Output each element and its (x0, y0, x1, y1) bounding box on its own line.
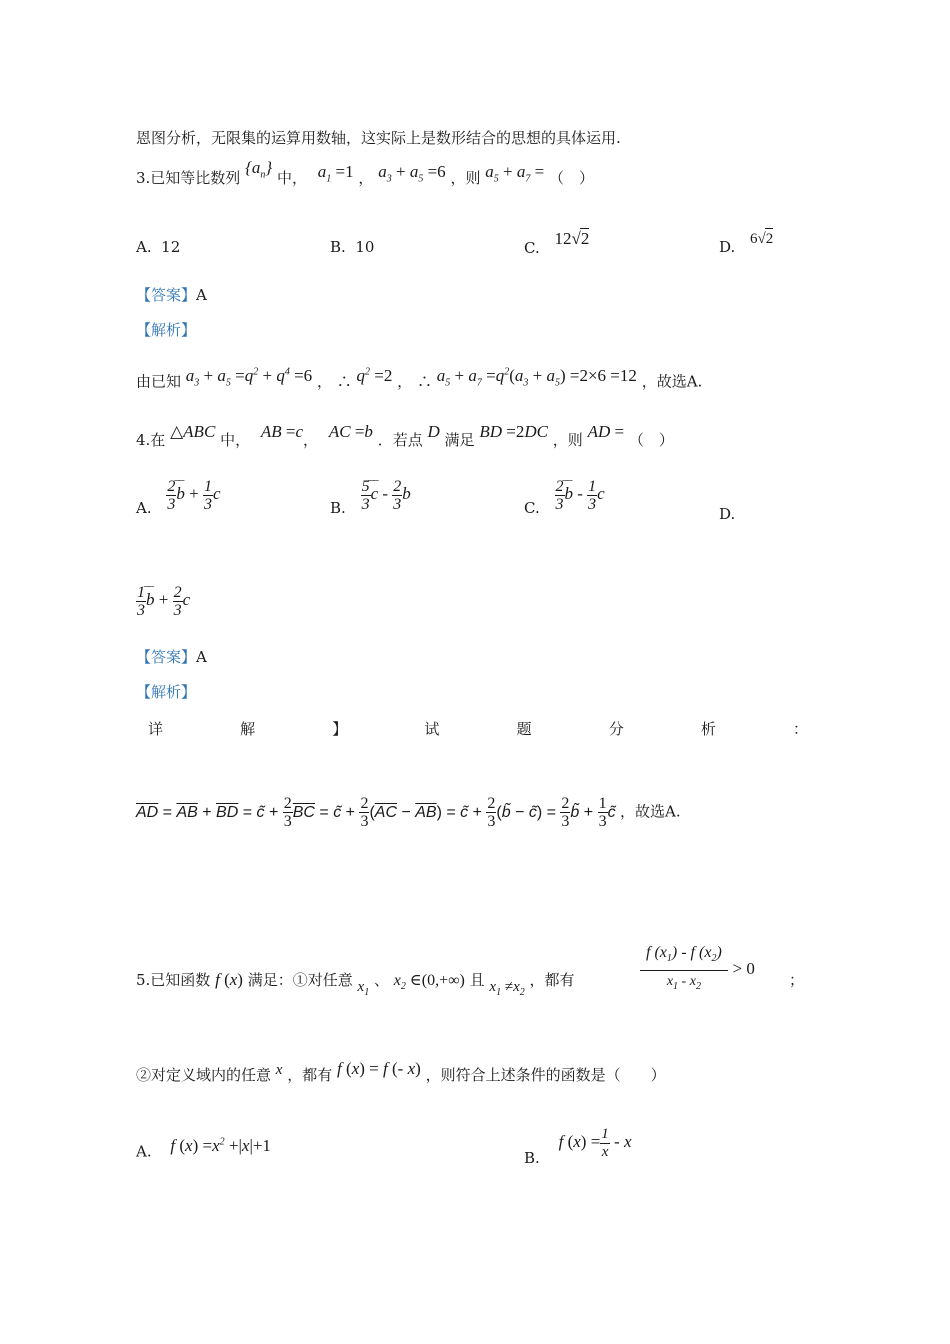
q4-option-a-label: A. (136, 499, 152, 518)
q4-option-b-label: B. (330, 499, 346, 518)
q5-x1: $x_1$ (357, 979, 370, 998)
q4-mid2: ．若点 (377, 431, 423, 449)
q4-point-d: D (427, 422, 440, 441)
q5-option-b-label: B. (524, 1149, 540, 1168)
q5-sep: 、 (374, 971, 390, 989)
detail-char: 解 (240, 720, 256, 738)
q3-option-d-label: D. (719, 238, 736, 256)
question-5 (136, 970, 575, 997)
q4-answer (136, 647, 207, 667)
q4-sol-end: ，故选A. (620, 802, 681, 821)
q5-semi: ； (789, 971, 805, 989)
q4-ac: AC =b (328, 422, 373, 441)
q5-lead: 5.已知函数 (136, 971, 211, 989)
q4-lead: 4.在 (136, 431, 166, 449)
q3-sol-eq1: $a_3 + a_5 =q^2 + q^4 =6$ (185, 365, 313, 389)
q3-sequence: $\{a_n\}$ (245, 158, 273, 181)
q4-ask: AD = (587, 422, 625, 441)
question-3 (136, 158, 594, 195)
q3-therefore-2: ∴ (416, 372, 432, 391)
q5-option-a (136, 1135, 271, 1162)
q4-analysis-tag (136, 682, 196, 702)
q3-option-c (524, 229, 590, 258)
question-4: 4.在 △ABC 中， AB =c， AC =b ．若点 D 满足 BD =2DC ，则 AD = （ ） (136, 422, 674, 449)
q4-option-c-label: C. (524, 499, 540, 518)
q3-therefore-1: ∴ (336, 372, 352, 391)
q5-even-eq: f (x) = f (- x) (337, 1059, 421, 1078)
q3-solution: 由已知 $a_3 + a_5 =q^2 + q^4 =6$ ， ∴ $q^2 =2$ ， ∴ $a_5 + a_7 =q^2(a_3 + a_5) =2\times 6 =12$ ，故选A. (136, 365, 703, 391)
q5-gt-zero: > 0 (732, 959, 755, 978)
q4-triangle: △ABC (170, 422, 216, 441)
q4-option-b (330, 478, 411, 518)
q3-option-b (330, 237, 374, 257)
q5-cond2c: ，则符合上述条件的函数是（ ） (425, 1066, 666, 1084)
q5-condition-2 (136, 1059, 666, 1086)
q3-answer-tag: 【答案】 (136, 286, 197, 304)
q4-option-d-formula: $\frac{1}{3}$ –– b + $\frac{2}{3}$ c (136, 590, 190, 609)
detail-char: 分 (608, 720, 624, 738)
q4-answer-tag: 【答案】 (136, 648, 197, 666)
q5-option-a-expr: f $(x) =x^2 +|x|+1$ (170, 1135, 271, 1155)
q4-option-d-label: D. (719, 505, 736, 523)
q4-mid: 中， (220, 431, 251, 449)
q3-sol-end: ，故选A. (641, 372, 703, 391)
q4-detail-heading (148, 718, 808, 739)
q3-cond-a1: $a_1 =1$ (317, 162, 354, 185)
q3-ask: $a_5 + a_7$ = (485, 162, 545, 185)
q5-cond2a: ②对定义域内的任意 (136, 1066, 272, 1084)
q4-solution-formula: $\overline{AD} = \overline{AB} + \overline{BD}$ = c̃ + $\frac{2}{3}$ $\overline{BC}$ = c̃ + $\frac{2}{3}$ $(\overline{AC} - \overline{AB})$ = c̃ + $\frac{2}{3}$ (b̃ − c̃) = $\frac{2}{3}$ b̃ + $\frac{1}{3}$ c̃ (136, 795, 616, 830)
q5-var-x: x (275, 1062, 283, 1078)
q5-cond2b: ，都有 (287, 1066, 333, 1084)
intro-text: 恩图分析，无限集的运算用数轴，这实际上是数形结合的思想的具体运用. (136, 129, 621, 147)
q3-option-b-value: 10 (355, 238, 375, 256)
q5-semicolon (789, 970, 804, 990)
detail-char: 题 (516, 720, 532, 738)
q5-option-b (524, 1126, 632, 1173)
q5-and: 且 (469, 971, 485, 989)
q4-answer-value: A (196, 648, 207, 666)
q3-option-a-label: A. (136, 238, 152, 256)
q4-option-a (136, 478, 221, 518)
q3-option-c-value: 12√2 (554, 229, 590, 248)
q3-paren: （ ） (548, 169, 594, 187)
q3-option-a-value: 12 (161, 238, 181, 256)
q3-option-d (719, 231, 774, 258)
q4-option-b-expr: $\frac{5}{3}$ –– c - $\frac{2}{3}$ b (361, 484, 411, 503)
q5-option-b-expr: f (x) = $\frac{1}{x}$ - x (558, 1126, 632, 1160)
q4-mid3: 满足 (444, 431, 475, 449)
q4-solution (136, 795, 681, 830)
q3-option-b-label: B. (330, 238, 346, 256)
q3-option-d-value: 6√2 (750, 231, 773, 247)
detail-char: 试 (424, 720, 440, 738)
q3-option-a (136, 237, 180, 257)
q3-tail: ，则 (450, 169, 481, 187)
q4-option-c-expr: $\frac{2}{3}$ –– b - $\frac{1}{3}$ c (555, 484, 605, 503)
q4-analysis-label: 【解析】 (136, 683, 197, 701)
detail-char: 】 (332, 720, 348, 738)
detail-char: ： (792, 720, 808, 738)
q4-option-d (719, 504, 735, 524)
q5-x2-domain: $x_2$ ∈(0,+∞) (393, 972, 465, 993)
q3-lead: 3.已知等比数列 (136, 169, 241, 187)
q4-tail: ，则 (552, 431, 583, 449)
q4-paren: （ ） (628, 431, 674, 449)
q3-sol-eq2: $q^2 =2$ (356, 365, 393, 385)
q5-option-a-label: A. (136, 1142, 152, 1161)
q3-option-c-label: C. (524, 239, 540, 257)
q4-option-a-expr: $\frac{2}{3}$ –– b + $\frac{1}{3}$ c (166, 484, 220, 503)
q5-cond1: 满足：①对任意 (247, 971, 353, 989)
detail-char: 详 (148, 720, 164, 738)
q3-sol-lead: 由已知 (136, 372, 182, 391)
q3-answer (136, 285, 207, 305)
detail-char: 析 (700, 720, 716, 738)
q5-fx: f (x) (215, 970, 243, 989)
q5-x1-neq-x2: $x_1 \ne x_2$ (489, 979, 525, 998)
q3-answer-value: A (196, 286, 207, 304)
q5-difference-quotient: $\frac{f (x_1) - f (x_2)}{x_1 - x_2}$ (640, 942, 728, 998)
q3-mid: 中， (277, 169, 308, 187)
q4-option-d-expr (136, 584, 190, 619)
q4-ab: AB =c (260, 422, 304, 441)
q3-cond-a3a5: $a_3 + a_5 =6$ (378, 162, 446, 185)
q4-bd: BD =2DC (479, 422, 548, 441)
q3-sep: ， (358, 169, 374, 187)
q3-sol-eq3: $a_5 + a_7 =q^2(a_3 + a_5) =2\times 6 =12$ (436, 365, 637, 389)
q3-analysis-label: 【解析】 (136, 321, 197, 339)
q4-option-c (524, 478, 605, 518)
q5-inequality (640, 942, 755, 998)
q3-analysis-tag (136, 320, 196, 340)
q5-all: ，都有 (529, 971, 575, 989)
